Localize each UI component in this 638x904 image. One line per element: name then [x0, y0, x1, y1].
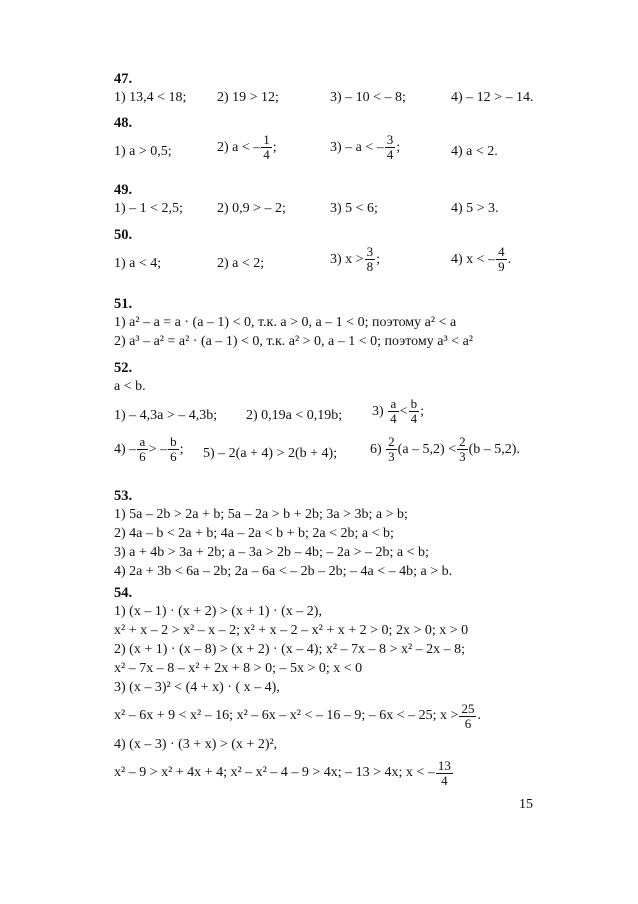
denominator: 3 — [459, 449, 466, 464]
solution-line-3: 3) a + 4b > 3a + 2b; a – 3a > 2b – 4b; – 2a > – 2b; a < b; — [114, 545, 429, 560]
answer-3-prefix: 3) x > — [330, 252, 364, 267]
denominator: 3 — [388, 449, 395, 464]
answer-3 — [372, 397, 424, 426]
answer-row-1 — [114, 396, 554, 434]
denominator: 4 — [390, 411, 397, 426]
solution-line-8 — [114, 754, 554, 792]
answer-3: 3) 5 < 6; — [330, 201, 378, 216]
denominator: 6 — [464, 715, 472, 731]
denominator: 6 — [139, 449, 146, 464]
fraction — [365, 245, 376, 274]
numerator: 1 — [263, 132, 270, 147]
solution-line-4: 4) 2a + 3b < 6a – 2b; 2a – 6a < – 2b – 2b; – 4a < – 4b; a > b. — [114, 564, 453, 579]
answer-4-suffix: ; — [179, 442, 184, 457]
solution-line-5: 3) (x – 3)² < (4 + x) · ( x – 4), — [114, 680, 280, 695]
answer-1: 1) a < 4; — [114, 256, 162, 271]
answer-3-suffix: ; — [376, 252, 380, 267]
answer-3 — [330, 245, 380, 274]
numerator: 3 — [386, 132, 394, 147]
answer-row — [114, 199, 554, 218]
problem-48 — [114, 114, 554, 170]
solution-line-2: 2) a³ – a² = a² · (a – 1) < 0, т.к. a² > 0, a – 1 < 0; поэтому a³ < a² — [114, 334, 473, 349]
fraction — [459, 702, 476, 731]
solution-line-1: 1) (x – 1) · (x + 2) > (x + 1) · (x – 2), — [114, 604, 322, 619]
problem-number: 52. — [114, 360, 133, 376]
problem-53 — [114, 487, 554, 581]
answer-1: 1) – 4,3a > – 4,3b; — [114, 408, 218, 423]
given: a < b. — [114, 379, 146, 394]
problem-number: 49. — [114, 182, 133, 198]
answer-4-prefix: 4) x < – — [451, 252, 496, 267]
answer-5: 5) – 2(a + 4) > 2(b + 4); — [203, 446, 338, 461]
line-8-text: x² – 9 > x² + 4x + 4; x² – x² – 4 – 9 > 4x; – 13 > 4x; x < – — [114, 765, 435, 780]
answer-2: 2) 0,9 > – 2; — [217, 201, 286, 216]
problem-54 — [114, 584, 554, 792]
answer-row-2 — [114, 434, 554, 472]
problem-number: 50. — [114, 227, 133, 243]
solution-line-2: 2) 4a – b < 2a + b; 4a – 2a < b + b; 2a < 2b; a < b; — [114, 526, 394, 541]
answer-2 — [217, 133, 277, 162]
numerator: a — [388, 397, 399, 412]
answer-1: 1) – 1 < 2,5; — [114, 201, 183, 216]
problem-47 — [114, 70, 554, 107]
fraction — [261, 133, 272, 162]
problem-number: 47. — [114, 71, 133, 87]
denominator: 4 — [410, 411, 418, 426]
fraction — [168, 435, 179, 464]
numerator: 2 — [388, 434, 395, 449]
answer-3: 3) – 10 < – 8; — [330, 90, 406, 105]
problem-number: 53. — [114, 488, 133, 504]
denominator: 4 — [263, 147, 270, 162]
answer-6-prefix: 6) — [370, 442, 382, 457]
answer-1: 1) 13,4 < 18; — [114, 90, 187, 105]
answer-row — [114, 132, 554, 170]
problem-number: 51. — [114, 296, 133, 312]
problem-49 — [114, 181, 554, 218]
fraction — [457, 435, 468, 464]
solution-line-6 — [114, 697, 554, 735]
problem-number: 54. — [114, 585, 133, 601]
numerator: 2 — [459, 434, 466, 449]
middle-expression: (a – 5,2) < — [397, 442, 457, 457]
answer-4: 4) a < 2. — [451, 144, 498, 159]
operator: > – — [148, 442, 168, 457]
answer-3 — [330, 133, 400, 162]
problem-number: 48. — [114, 115, 133, 131]
answer-4 — [451, 245, 511, 274]
answer-4: 4) 5 > 3. — [451, 201, 499, 216]
solution-line-7: 4) (x – 3) · (3 + x) > (x + 2)², — [114, 737, 278, 752]
answer-6-suffix: (b – 5,2). — [468, 442, 520, 457]
fraction — [388, 397, 399, 426]
answer-3-prefix: 3) – a < – — [330, 140, 384, 155]
problem-51 — [114, 295, 554, 351]
problem-50 — [114, 226, 554, 282]
answer-2-prefix: 2) a < – — [217, 140, 261, 155]
solution-line-3: 2) (x + 1) · (x – 8) > (x + 2) · (x – 4); x² – 7x – 8 > x² – 2x – 8; — [114, 642, 466, 657]
answer-3-suffix: ; — [420, 404, 424, 419]
numerator: 13 — [437, 757, 451, 773]
answer-4 — [114, 435, 183, 464]
solution-line-1: 1) a² – a = a · (a – 1) < 0, т.к. a > 0, a – 1 < 0; поэтому a² < a — [114, 315, 457, 330]
answer-4-prefix: 4) – — [114, 442, 137, 457]
solution-line-2: x² + x – 2 > x² – x – 2; x² + x – 2 – x² + x + 2 > 0; 2x > 0; x > 0 — [114, 623, 469, 638]
fraction — [137, 435, 148, 464]
denominator: 8 — [366, 259, 374, 274]
solution-line-4: x² – 7x – 8 – x² + 2x + 8 > 0; – 5x > 0; x < 0 — [114, 661, 363, 676]
operator: < — [399, 404, 408, 419]
fraction — [496, 245, 507, 274]
fraction — [385, 133, 396, 162]
answer-3-prefix: 3) — [372, 404, 384, 419]
numerator: a — [137, 435, 148, 450]
answer-6 — [370, 435, 520, 464]
fraction — [409, 397, 420, 426]
denominator: 9 — [498, 259, 505, 274]
answer-3-suffix: ; — [396, 140, 401, 155]
answer-2-suffix: ; — [272, 140, 277, 155]
numerator: 4 — [498, 244, 505, 259]
answer-4-suffix: . — [507, 252, 512, 267]
line-6-suffix: . — [477, 708, 481, 723]
line-6-text: x² – 6x + 9 < x² – 16; x² – 6x – x² < – 16 – 9; – 6x < – 25; x > — [114, 708, 459, 723]
answer-2: 2) 19 > 12; — [217, 90, 279, 105]
answer-row — [114, 244, 554, 282]
denominator: 4 — [386, 147, 394, 162]
answer-2: 2) 0,19a < 0,19b; — [246, 408, 343, 423]
page-number: 15 — [519, 797, 533, 812]
answer-4: 4) – 12 > – 14. — [451, 90, 534, 105]
answer-2: 2) a < 2; — [217, 256, 265, 271]
fraction — [436, 759, 453, 788]
denominator: 6 — [170, 449, 177, 464]
problem-52 — [114, 359, 554, 472]
answer-1: 1) a > 0,5; — [114, 144, 172, 159]
fraction — [386, 435, 397, 464]
numerator: 3 — [366, 244, 374, 259]
answer-row — [114, 88, 554, 107]
numerator: b — [170, 434, 177, 449]
numerator: b — [410, 396, 418, 411]
denominator: 4 — [441, 772, 448, 788]
numerator: 25 — [461, 700, 475, 716]
solution-line-1: 1) 5a – 2b > 2a + b; 5a – 2a > b + 2b; 3a > 3b; a > b; — [114, 507, 408, 522]
